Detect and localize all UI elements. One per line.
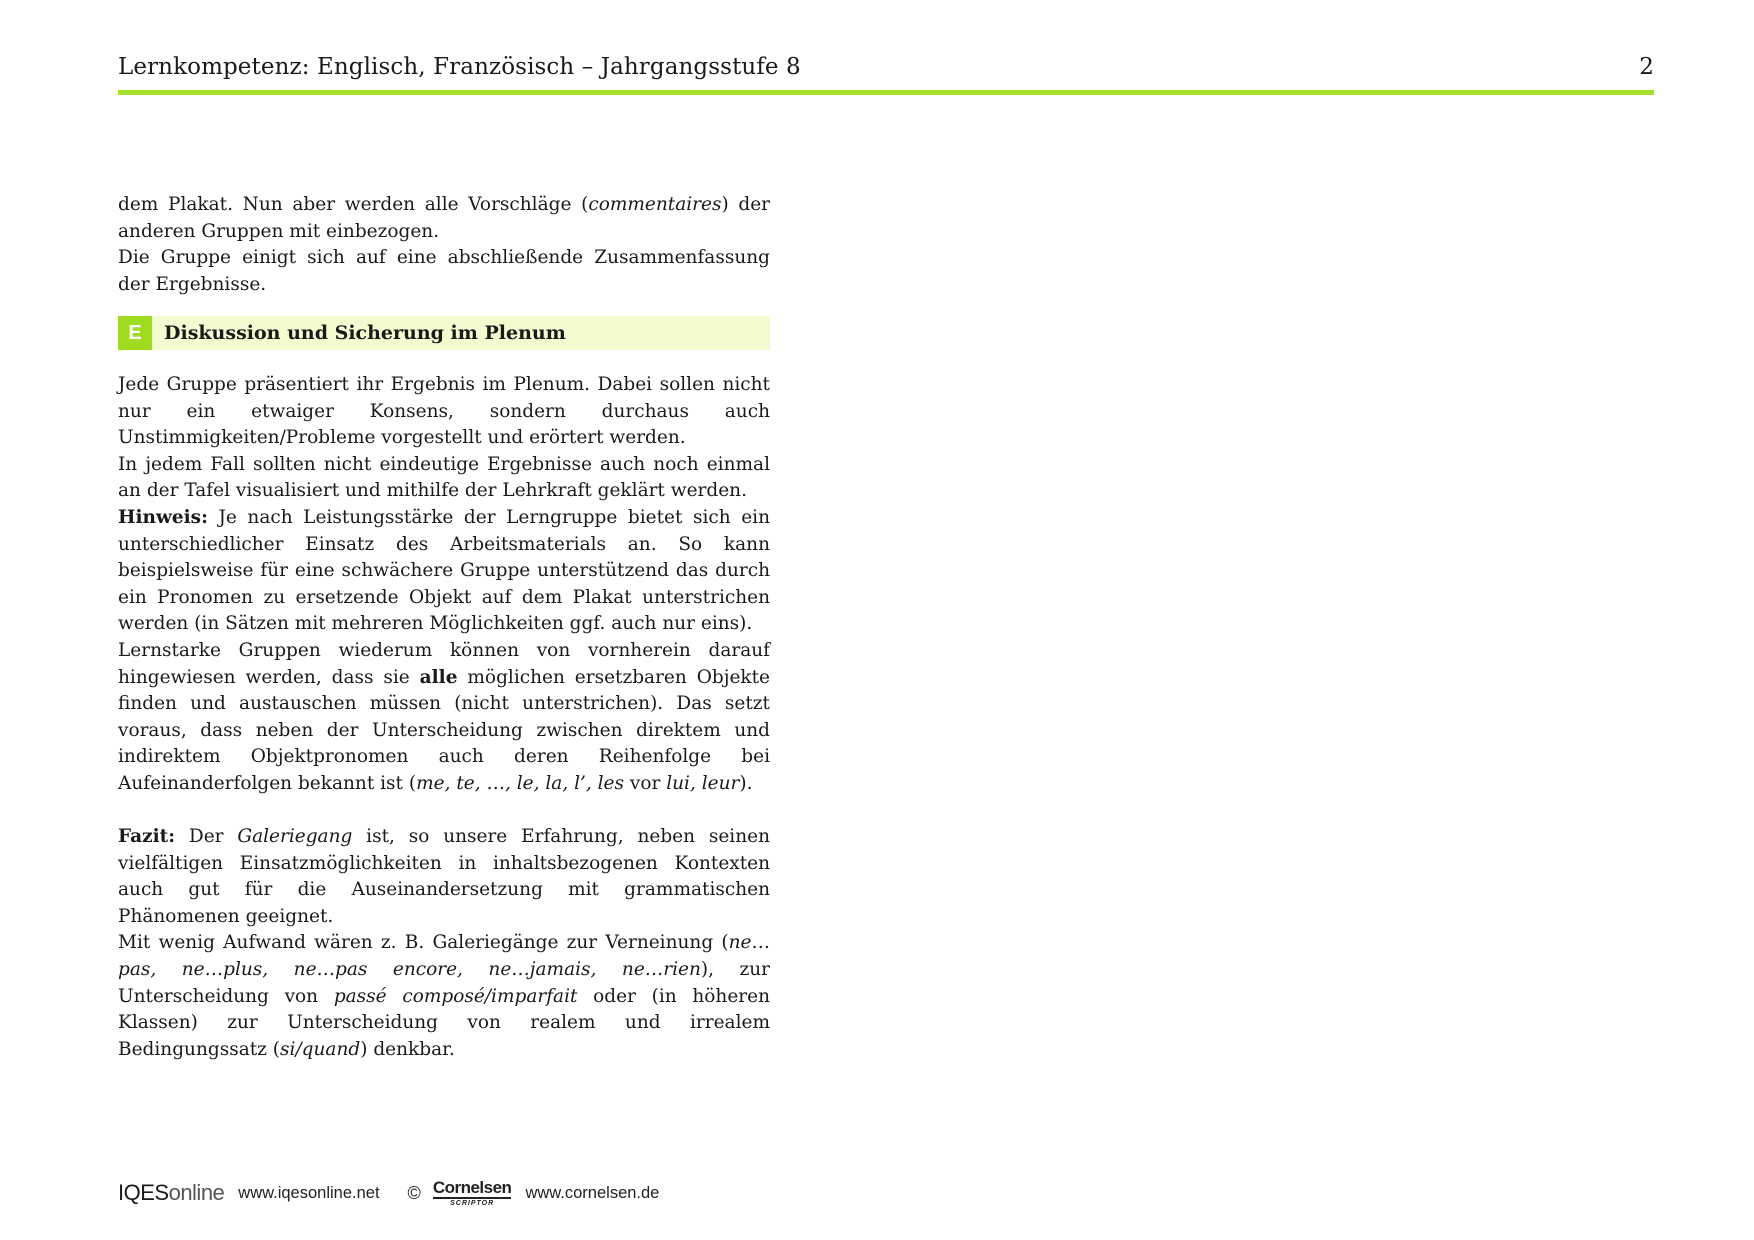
page-footer: [118, 1178, 659, 1208]
intro-paragraph-1: dem Plakat. Nun aber werden alle Vorschläge (commentaires) der anderen Gruppen mit einbezogen.: [118, 194, 770, 242]
document-title: Lernkompetenz: Englisch, Französisch – Jahrgangsstufe 8: [118, 54, 801, 80]
iqes-url[interactable]: www.iqesonline.net: [238, 1183, 380, 1202]
hinweis-paragraph: Hinweis: Je nach Leistungsstärke der Lerngruppe bietet sich ein unterschiedlicher Einsatz des Arbeitsmaterials an. So kann beispielsweise für eine schwächere Gruppe unterstützend das durch ein Pronomen zu ersetzende Objekt auf dem Plakat unterstrichen werden (in Sätzen mit mehreren Möglichkeiten ggf. auch nur eins).: [118, 506, 770, 635]
section-heading: [118, 316, 770, 350]
intro-text: [118, 192, 770, 298]
iqes-logo: IQESonline: [118, 1180, 225, 1205]
body-paragraph-2: In jedem Fall sollten nicht eindeutige Ergebnisse auch noch einmal an der Tafel visualisiert und mithilfe der Lehrkraft geklärt werden.: [118, 453, 770, 502]
fazit-paragraph: Fazit: Der Galeriegang ist, so unsere Erfahrung, neben seinen vielfältigen Einsatzmöglichkeiten in inhaltsbezogenen Kontexten auch gut für die Auseinandersetzung mit grammatischen Phänomenen geeignet.: [118, 826, 770, 927]
main-text: [118, 372, 770, 1063]
page-number: 2: [1639, 54, 1654, 80]
page-header: [118, 54, 1654, 80]
header-divider: [118, 90, 1654, 95]
cornelsen-logo: Cornelsen SCRIPTOR: [432, 1178, 512, 1207]
section-letter-badge: E: [118, 316, 152, 350]
cornelsen-url[interactable]: www.cornelsen.de: [525, 1183, 660, 1202]
body-paragraph-1: Jede Gruppe präsentiert ihr Ergebnis im Plenum. Dabei sollen nicht nur ein etwaiger Konsens, sondern durchaus auch Unstimmigkeiten/Probleme vorgestellt und erörtert werden.: [118, 374, 770, 449]
body-paragraph-4: Lernstarke Gruppen wiederum können von vornherein darauf hingewiesen werden, dass sie alle möglichen ersetzbaren Objekte finden und austauschen müssen (nicht unterstrichen). Das setzt voraus, dass neben der Unterscheidung zwischen direktem und indirektem Objektpronomen auch deren Reihenfolge bei Aufeinanderfolgen bekannt ist (me, te, …, le, la, l’, les vor lui, leur).: [118, 639, 770, 794]
section-title: Diskussion und Sicherung im Plenum: [164, 322, 566, 344]
copyright-symbol: ©: [407, 1182, 421, 1203]
intro-paragraph-2: Die Gruppe einigt sich auf eine abschließende Zusammenfassung der Ergebnisse.: [118, 247, 770, 295]
fazit-paragraph-2: Mit wenig Aufwand wären z. B. Galeriegänge zur Verneinung (ne…pas, ne…plus, ne…pas encore, ne…jamais, ne…rien), zur Unterscheidung von passé composé/imparfait oder (in höheren Klassen) zur Unterscheidung von realem und irrealem Bedingungssatz (si/quand) denkbar.: [118, 932, 770, 1060]
